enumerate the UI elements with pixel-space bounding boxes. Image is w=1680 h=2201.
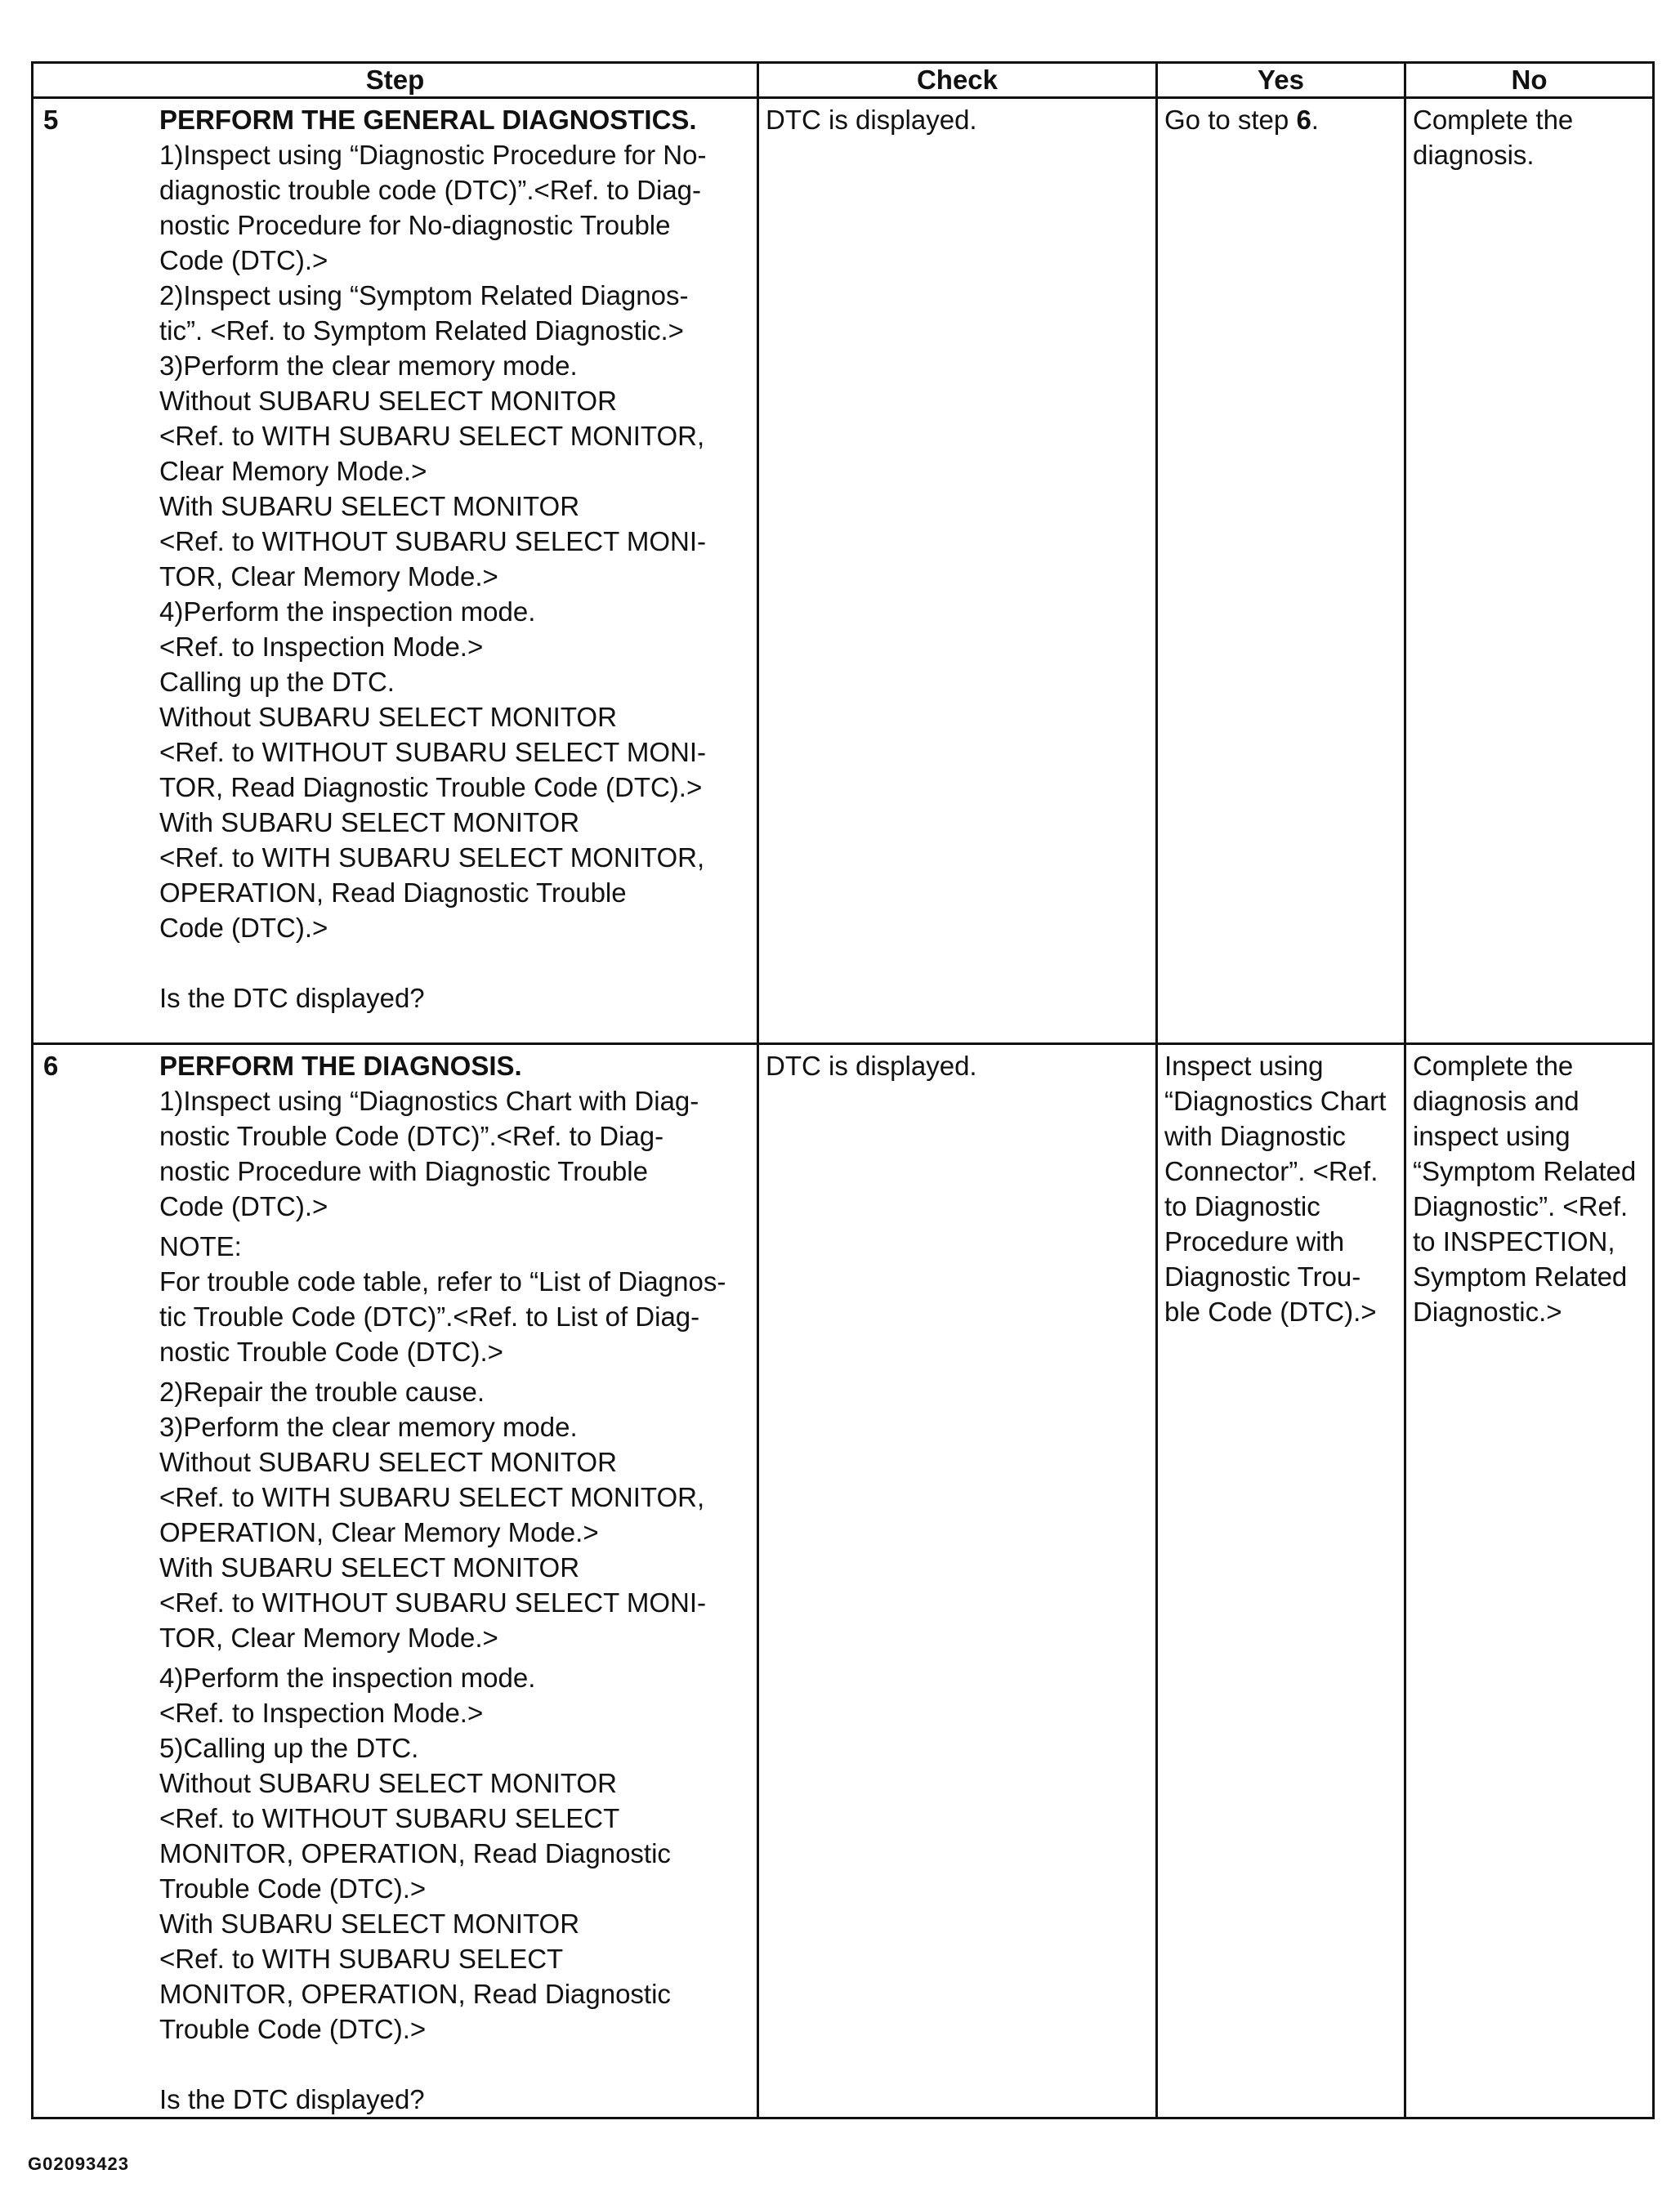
step-title: PERFORM THE DIAGNOSIS. xyxy=(159,1051,522,1081)
yes-line: “Diagnostics Chart xyxy=(1164,1086,1387,1116)
no-cell xyxy=(1405,1044,1654,2118)
step-line: With SUBARU SELECT MONITOR xyxy=(159,1552,580,1583)
step-line: MONITOR, OPERATION, Read Diagnostic xyxy=(159,1838,671,1868)
step-line: <Ref. to Inspection Mode.> xyxy=(159,1698,484,1728)
step-line: 3)Perform the clear memory mode. xyxy=(159,350,578,381)
step-line: TOR, Clear Memory Mode.> xyxy=(159,561,498,592)
step-line: MONITOR, OPERATION, Read Diagnostic xyxy=(159,1979,671,2009)
no-line: inspect using xyxy=(1413,1121,1571,1151)
step-line: <Ref. to WITH SUBARU SELECT MONITOR, xyxy=(159,421,705,451)
yes-suffix: . xyxy=(1311,105,1319,135)
no-line: Complete the xyxy=(1413,105,1574,135)
yes-line: to Diagnostic xyxy=(1164,1191,1320,1221)
yes-line: Connector”. <Ref. xyxy=(1164,1156,1378,1186)
step-line: 1)Inspect using “Diagnostics Chart with Diag- xyxy=(159,1086,699,1116)
yes-line: Inspect using xyxy=(1164,1051,1324,1081)
step-line: diagnostic trouble code (DTC)”.<Ref. to Diag- xyxy=(159,175,702,205)
step-line: 5)Calling up the DTC. xyxy=(159,1733,419,1763)
step-cell xyxy=(33,98,758,1044)
check-cell xyxy=(758,1044,1157,2118)
step-line: Without SUBARU SELECT MONITOR xyxy=(159,702,617,732)
step-line: <Ref. to WITH SUBARU SELECT MONITOR, xyxy=(159,842,705,873)
no-line: Diagnostic”. <Ref. xyxy=(1413,1191,1629,1221)
check-text: DTC is displayed. xyxy=(766,1051,977,1081)
step-line: <Ref. to WITHOUT SUBARU SELECT MONI- xyxy=(159,737,706,767)
note-label: NOTE: xyxy=(159,1231,242,1261)
yes-prefix: Go to step xyxy=(1164,105,1297,135)
step-title: PERFORM THE GENERAL DIAGNOSTICS. xyxy=(159,105,697,135)
note-line: For trouble code table, refer to “List of Diagnos- xyxy=(159,1266,726,1297)
step-line: 3)Perform the clear memory mode. xyxy=(159,1412,578,1442)
header-row xyxy=(33,63,1654,98)
step-line: Code (DTC).> xyxy=(159,913,328,943)
step-line: Calling up the DTC. xyxy=(159,667,395,697)
header-yes: Yes xyxy=(1157,63,1405,98)
step-line: 2)Inspect using “Symptom Related Diagnos- xyxy=(159,280,689,310)
step-body xyxy=(154,1045,757,2117)
step-cell xyxy=(33,1044,758,2118)
check-text: DTC is displayed. xyxy=(766,105,977,135)
header-step: Step xyxy=(33,63,758,98)
no-line: Diagnostic.> xyxy=(1413,1297,1562,1327)
table-row xyxy=(33,1044,1654,2118)
step-line: nostic Procedure for No-diagnostic Trouble xyxy=(159,210,671,240)
step-line: TOR, Clear Memory Mode.> xyxy=(159,1623,498,1653)
step-line: <Ref. to WITH SUBARU SELECT MONITOR, xyxy=(159,1482,705,1512)
step-line: nostic Procedure with Diagnostic Trouble xyxy=(159,1156,648,1186)
step-line: 1)Inspect using “Diagnostic Procedure for No- xyxy=(159,140,707,170)
step-line: Without SUBARU SELECT MONITOR xyxy=(159,1768,617,1798)
step-line: With SUBARU SELECT MONITOR xyxy=(159,1909,580,1939)
yes-line: ble Code (DTC).> xyxy=(1164,1297,1377,1327)
step-line: Without SUBARU SELECT MONITOR xyxy=(159,386,617,416)
step-line: With SUBARU SELECT MONITOR xyxy=(159,807,580,837)
step-line: <Ref. to Inspection Mode.> xyxy=(159,632,484,662)
step-body xyxy=(154,99,757,1016)
check-cell xyxy=(758,98,1157,1044)
header-check: Check xyxy=(758,63,1157,98)
no-line: Complete the xyxy=(1413,1051,1574,1081)
step-line: <Ref. to WITHOUT SUBARU SELECT MONI- xyxy=(159,1587,706,1618)
step-line: <Ref. to WITHOUT SUBARU SELECT xyxy=(159,1803,620,1833)
yes-text xyxy=(1164,102,1397,137)
no-line: to INSPECTION, xyxy=(1413,1226,1615,1257)
no-line: Symptom Related xyxy=(1413,1261,1628,1292)
note-line: tic Trouble Code (DTC)”.<Ref. to List of Diag- xyxy=(159,1301,700,1332)
no-line: diagnosis and xyxy=(1413,1086,1579,1116)
step-line: OPERATION, Clear Memory Mode.> xyxy=(159,1517,599,1547)
yes-cell xyxy=(1157,1044,1405,2118)
step-line: OPERATION, Read Diagnostic Trouble xyxy=(159,877,627,908)
step-line: Code (DTC).> xyxy=(159,1191,328,1221)
step-line: tic”. <Ref. to Symptom Related Diagnostic.> xyxy=(159,315,684,346)
step-line: TOR, Read Diagnostic Trouble Code (DTC).> xyxy=(159,772,703,802)
step-line: Trouble Code (DTC).> xyxy=(159,1873,427,1904)
yes-line: Procedure with xyxy=(1164,1226,1345,1257)
no-line: “Symptom Related xyxy=(1413,1156,1637,1186)
yes-step-link: 6 xyxy=(1296,105,1311,135)
step-line: Without SUBARU SELECT MONITOR xyxy=(159,1447,617,1477)
diagnostic-table xyxy=(31,61,1655,2119)
step-line: Clear Memory Mode.> xyxy=(159,456,427,486)
step-line: <Ref. to WITH SUBARU SELECT xyxy=(159,1944,564,1974)
step-line: 2)Repair the trouble cause. xyxy=(159,1377,485,1407)
step-line: Trouble Code (DTC).> xyxy=(159,2014,427,2044)
yes-line: Diagnostic Trou- xyxy=(1164,1261,1361,1292)
step-question: Is the DTC displayed? xyxy=(159,2084,425,2114)
step-line: nostic Trouble Code (DTC)”.<Ref. to Diag- xyxy=(159,1121,664,1151)
step-line: Code (DTC).> xyxy=(159,245,328,275)
step-number: 5 xyxy=(43,105,59,135)
step-line: 4)Perform the inspection mode. xyxy=(159,596,536,627)
header-no: No xyxy=(1405,63,1654,98)
step-line: With SUBARU SELECT MONITOR xyxy=(159,491,580,521)
note-line: nostic Trouble Code (DTC).> xyxy=(159,1337,503,1367)
step-number: 6 xyxy=(43,1051,59,1081)
yes-line: with Diagnostic xyxy=(1164,1121,1346,1151)
figure-id: G02093423 xyxy=(28,2154,129,2174)
step-question: Is the DTC displayed? xyxy=(159,983,425,1013)
yes-cell xyxy=(1157,98,1405,1044)
step-line: 4)Perform the inspection mode. xyxy=(159,1663,536,1693)
no-cell xyxy=(1405,98,1654,1044)
step-line: <Ref. to WITHOUT SUBARU SELECT MONI- xyxy=(159,526,706,556)
no-line: diagnosis. xyxy=(1413,140,1535,170)
table-row xyxy=(33,98,1654,1044)
